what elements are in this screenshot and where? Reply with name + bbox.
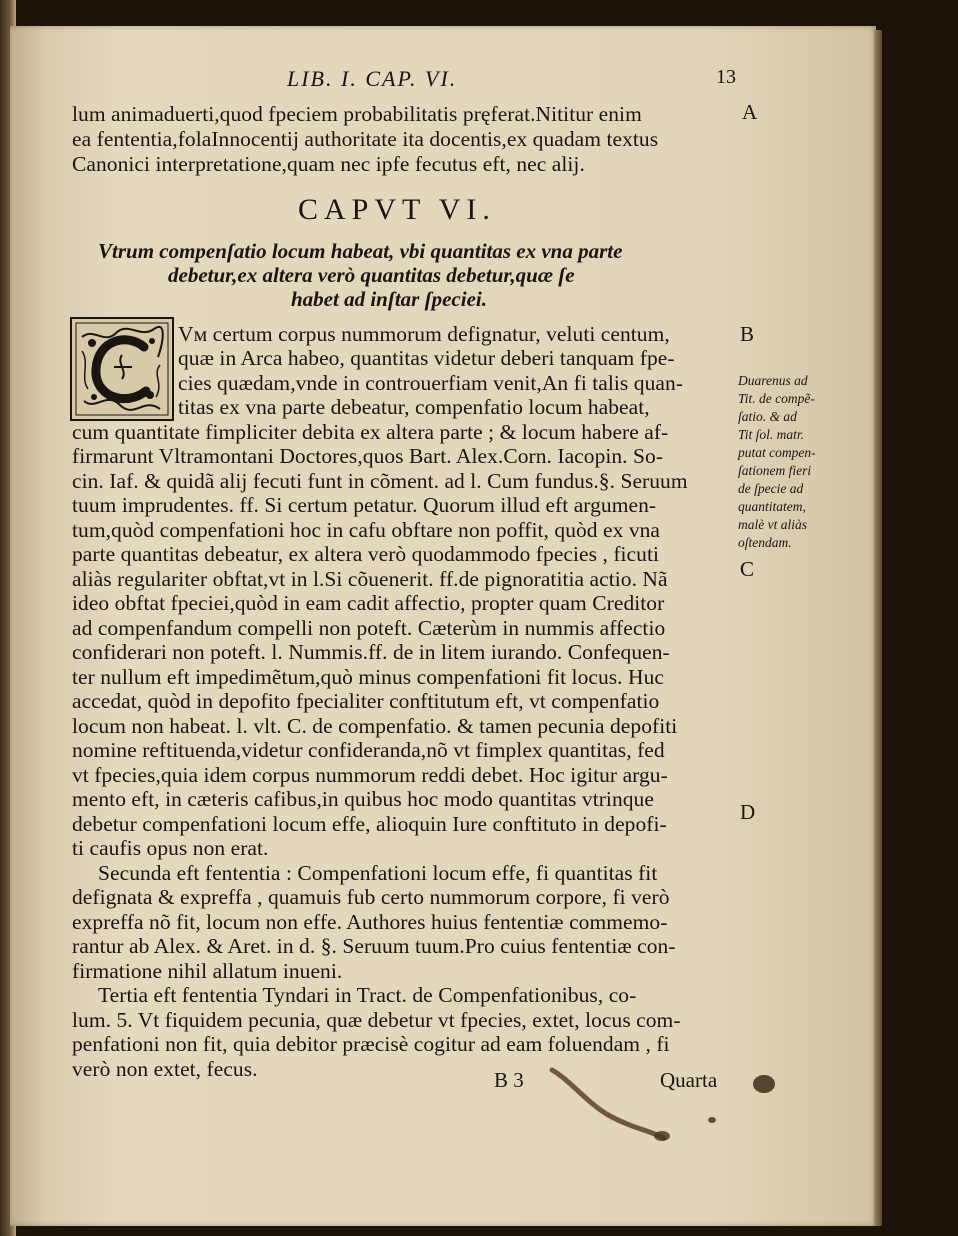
chapter-subtitle-line: habet ad inſtar ſpeciei. bbox=[291, 287, 487, 311]
page-number: 13 bbox=[716, 66, 736, 88]
body-line: Vм certum corpus nummorum defignatur, veluti centum, bbox=[178, 322, 670, 346]
margin-note-line: Duarenus ad bbox=[738, 373, 808, 388]
running-title: LIB. I. CAP. VI. bbox=[287, 66, 458, 91]
margin-note-line: Tit ſol. matr. bbox=[738, 427, 805, 442]
margin-note-line: malè vt aliàs bbox=[738, 517, 807, 532]
body-line: cies quædam,vnde in controuerfiam venit,An fi talis quan- bbox=[178, 371, 683, 395]
margin-note-line: quantitatem, bbox=[738, 499, 806, 514]
body-line: mento eft, in cæteris cafibus,in quibus hoc modo quantitas vtrinque bbox=[72, 787, 654, 811]
chapter-subtitle-line: debetur,ex altera verò quantitas debetur,quæ ſe bbox=[168, 263, 575, 287]
body-line: verò non extet, fecus. bbox=[72, 1057, 258, 1081]
ink-stain-icon bbox=[540, 1060, 790, 1160]
body-line: tum,quòd compenfationi hoc in cafu obftare non poffit, quòd ex vna bbox=[72, 518, 661, 542]
body-line: ideo obftat fpeciei,quòd in eam cadit affectio, propter quam Creditor bbox=[72, 591, 665, 615]
body-line: expreffa nõ fit, locum non effe. Authores huius fententiæ commemo- bbox=[72, 910, 668, 934]
margin-letter: B bbox=[740, 322, 755, 346]
page-edge bbox=[874, 30, 882, 1226]
body-line: nomine reftituenda,videtur confideranda,nõ vt fimplex quantitas, fed bbox=[72, 738, 665, 762]
chapter-heading: CAPVT VI. bbox=[298, 193, 496, 226]
body-line: cum quantitate fimpliciter debita ex altera parte ; & locum habere af- bbox=[72, 420, 669, 444]
body-line: tuum imprudentes. ff. Si certum petatur. Quorum illud eft argumen- bbox=[72, 493, 657, 517]
margin-note-line: putat compen- bbox=[738, 445, 816, 460]
body-line: Secunda eft fententia : Compenfationi locum effe, fi quantitas fit bbox=[98, 861, 658, 885]
body-line: parte quantitas debeatur, ex altera verò quodammodo fpecies , ficuti bbox=[72, 542, 659, 566]
body-line: locum non habeat. l. vlt. C. de compenfatio. & tamen pecunia depofiti bbox=[72, 714, 678, 738]
body-line: accedat, quòd in depofito fpecialiter conftitutum eft, vt compenfatio bbox=[72, 689, 660, 713]
decorated-initial-C-icon bbox=[70, 317, 174, 421]
margin-letter: C bbox=[740, 557, 755, 581]
catchword: Quarta bbox=[660, 1068, 718, 1092]
body-line: confiderari non poteft. l. Nummis.ff. de in litem iurando. Confequen- bbox=[72, 640, 670, 664]
body-line: penfationi non fit, quia debitor præcisè cogitur ad eam foluendam , fi bbox=[72, 1032, 670, 1056]
body-line: Tertia eft fententia Tyndari in Tract. de Compenfationibus, co- bbox=[98, 983, 637, 1007]
margin-note-line: ſatio. & ad bbox=[738, 409, 797, 424]
intro-line: lum animaduerti,quod fpeciem probabilitatis pręferat.Nititur enim bbox=[72, 102, 642, 126]
margin-note-line: oſtendam. bbox=[738, 535, 792, 550]
body-line: firmatione nihil allatum inueni. bbox=[72, 959, 343, 983]
body-line: defignata & expreffa , quamuis fub certo nummorum corpore, fi verò bbox=[72, 885, 670, 909]
body-line: vt fpecies,quia idem corpus nummorum reddi debet. Hoc igitur argu- bbox=[72, 763, 668, 787]
body-line: cin. Iaf. & quidã alij fecuti funt in cõment. ad l. Cum fundus.§. Seruum bbox=[72, 469, 688, 493]
body-line: ad compenfandum compelli non poteft. Cæterùm in nummis affectio bbox=[72, 616, 666, 640]
body-line: titas ex vna parte debeatur, compenfatio locum habeat, bbox=[178, 395, 650, 419]
margin-note-line: Tit. de compẽ- bbox=[738, 391, 815, 406]
body-line: rantur ab Alex. & Aret. in d. §. Seruum tuum.Pro cuius fententiæ con- bbox=[72, 934, 676, 958]
body-line: quæ in Arca habeo, quantitas videtur deberi tanquam fpe- bbox=[178, 346, 675, 370]
margin-note-line: ſationem fieri bbox=[738, 463, 812, 478]
chapter-subtitle-line: Vtrum compenſatio locum habeat, vbi quantitas ex vna parte bbox=[98, 239, 623, 263]
margin-letter: A bbox=[742, 100, 758, 124]
margin-letter: D bbox=[740, 800, 756, 824]
intro-line: Canonici interpretatione,quam nec ipfe fecutus eft, nec alij. bbox=[72, 152, 585, 176]
body-line: debetur compenfationi locum effe, alioquin Iure conftituto in depofi- bbox=[72, 812, 667, 836]
margin-note-line: de ſpecie ad bbox=[738, 481, 804, 496]
body-line: firmarunt Vltramontani Doctores,quos Bart. Alex.Corn. Iacopin. So- bbox=[72, 444, 664, 468]
intro-line: ea fententia,folaInnocentij authoritate ita docentis,ex quadam textus bbox=[72, 127, 659, 151]
signature-mark: B 3 bbox=[494, 1068, 524, 1092]
body-line: ter nullum eft impedimẽtum,quò minus compenfationi fit locus. Huc bbox=[72, 665, 665, 689]
body-line: lum. 5. Vt fiquidem pecunia, quæ debetur vt fpecies, extet, locus com- bbox=[72, 1008, 681, 1032]
body-line: aliàs regulariter obftat,vt in l.Si cõuenerit. ff.de pignoratitia actio. Nã bbox=[72, 567, 668, 591]
body-line: ti caufis opus non erat. bbox=[72, 836, 269, 860]
